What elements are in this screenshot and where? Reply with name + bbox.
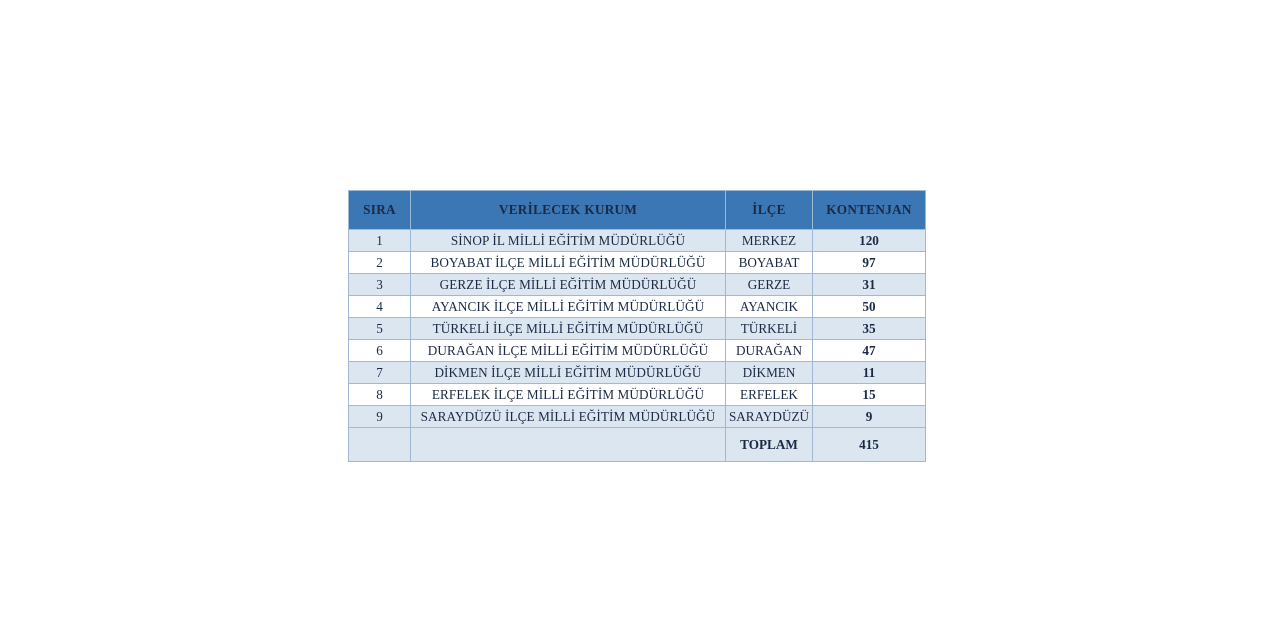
table-body xyxy=(349,230,926,462)
column-header-kontenjan: KONTENJAN xyxy=(813,191,926,230)
cell-kurum: DİKMEN İLÇE MİLLİ EĞİTİM MÜDÜRLÜĞÜ xyxy=(411,362,726,384)
table-row xyxy=(349,296,926,318)
cell-kurum: TÜRKELİ İLÇE MİLLİ EĞİTİM MÜDÜRLÜĞÜ xyxy=(411,318,726,340)
cell-ilce: GERZE xyxy=(726,274,813,296)
column-header-ilce: İLÇE xyxy=(726,191,813,230)
cell-sira: 1 xyxy=(349,230,411,252)
cell-kurum: DURAĞAN İLÇE MİLLİ EĞİTİM MÜDÜRLÜĞÜ xyxy=(411,340,726,362)
cell-ilce: SARAYDÜZÜ xyxy=(726,406,813,428)
cell-kontenjan: 97 xyxy=(813,252,926,274)
cell-ilce: MERKEZ xyxy=(726,230,813,252)
column-header-kurum: VERİLECEK KURUM xyxy=(411,191,726,230)
cell-kontenjan: 50 xyxy=(813,296,926,318)
column-header-sira: SIRA xyxy=(349,191,411,230)
table-total-row xyxy=(349,428,926,462)
table-row xyxy=(349,362,926,384)
cell-sira: 6 xyxy=(349,340,411,362)
table-row xyxy=(349,252,926,274)
total-cell-sira xyxy=(349,428,411,462)
cell-ilce: DURAĞAN xyxy=(726,340,813,362)
cell-kontenjan: 47 xyxy=(813,340,926,362)
table-row xyxy=(349,274,926,296)
cell-kurum: BOYABAT İLÇE MİLLİ EĞİTİM MÜDÜRLÜĞÜ xyxy=(411,252,726,274)
cell-sira: 3 xyxy=(349,274,411,296)
cell-kurum: SARAYDÜZÜ İLÇE MİLLİ EĞİTİM MÜDÜRLÜĞÜ xyxy=(411,406,726,428)
cell-kontenjan: 35 xyxy=(813,318,926,340)
cell-kontenjan: 31 xyxy=(813,274,926,296)
table-row xyxy=(349,318,926,340)
total-cell-kontenjan: 415 xyxy=(813,428,926,462)
table-header xyxy=(349,191,926,230)
cell-kurum: AYANCIK İLÇE MİLLİ EĞİTİM MÜDÜRLÜĞÜ xyxy=(411,296,726,318)
table-row xyxy=(349,230,926,252)
quota-allocation-table xyxy=(348,190,926,462)
table-row xyxy=(349,340,926,362)
cell-ilce: DİKMEN xyxy=(726,362,813,384)
total-cell-ilce: TOPLAM xyxy=(726,428,813,462)
cell-ilce: TÜRKELİ xyxy=(726,318,813,340)
cell-kurum: SİNOP İL MİLLİ EĞİTİM MÜDÜRLÜĞÜ xyxy=(411,230,726,252)
cell-ilce: ERFELEK xyxy=(726,384,813,406)
cell-ilce: AYANCIK xyxy=(726,296,813,318)
cell-sira: 5 xyxy=(349,318,411,340)
table-row xyxy=(349,384,926,406)
table-header-row xyxy=(349,191,926,230)
table-row xyxy=(349,406,926,428)
cell-sira: 2 xyxy=(349,252,411,274)
cell-kurum: ERFELEK İLÇE MİLLİ EĞİTİM MÜDÜRLÜĞÜ xyxy=(411,384,726,406)
cell-sira: 4 xyxy=(349,296,411,318)
cell-sira: 8 xyxy=(349,384,411,406)
cell-kontenjan: 9 xyxy=(813,406,926,428)
cell-sira: 7 xyxy=(349,362,411,384)
cell-sira: 9 xyxy=(349,406,411,428)
cell-ilce: BOYABAT xyxy=(726,252,813,274)
cell-kontenjan: 120 xyxy=(813,230,926,252)
cell-kontenjan: 15 xyxy=(813,384,926,406)
cell-kurum: GERZE İLÇE MİLLİ EĞİTİM MÜDÜRLÜĞÜ xyxy=(411,274,726,296)
cell-kontenjan: 11 xyxy=(813,362,926,384)
total-cell-kurum xyxy=(411,428,726,462)
